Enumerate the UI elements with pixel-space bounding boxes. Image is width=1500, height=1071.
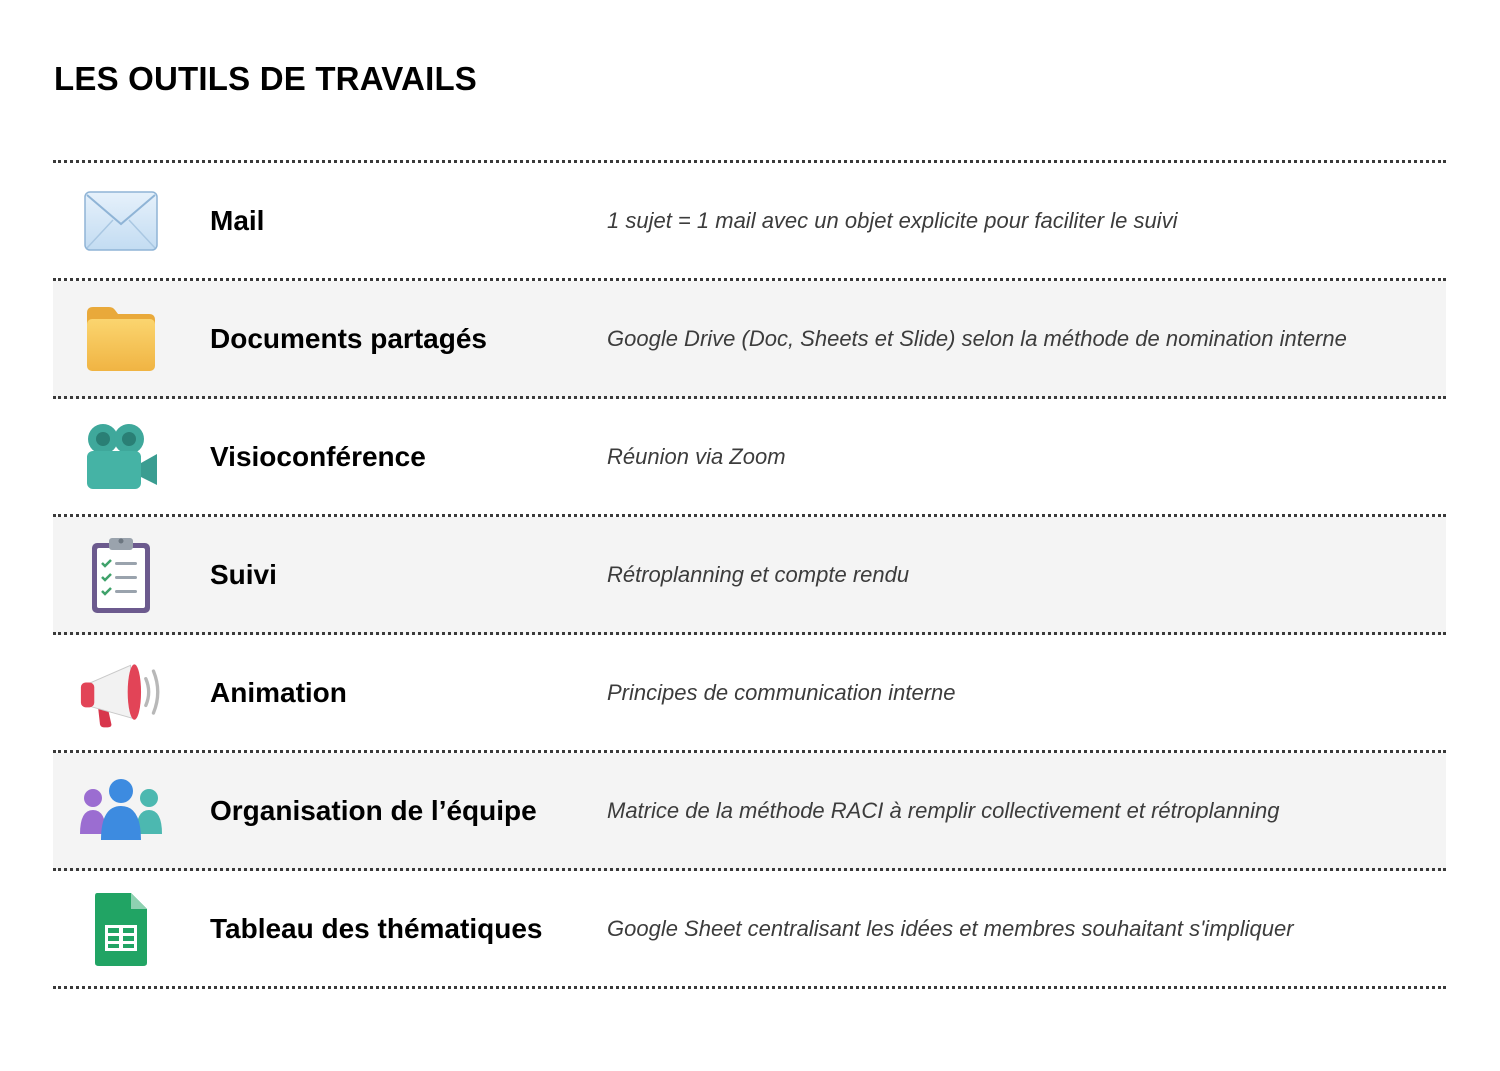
tool-description: Matrice de la méthode RACI à remplir collectivement et rétroplanning: [607, 797, 1280, 823]
tool-description: Google Sheet centralisant les idées et membres souhaitant s'impliquer: [607, 915, 1294, 941]
list-item: [53, 635, 1446, 753]
spreadsheet-icon: [79, 887, 163, 971]
tool-name: Tableau des thématiques: [210, 912, 543, 944]
folder-icon: [79, 297, 163, 381]
tool-description: Principes de communication interne: [607, 679, 956, 705]
tool-name: Suivi: [210, 558, 277, 590]
tool-name: Visioconférence: [210, 440, 426, 472]
tool-description: Réunion via Zoom: [607, 443, 786, 469]
list-item: [53, 163, 1446, 281]
tool-name: Mail: [210, 204, 265, 236]
clipboard-checklist-icon: [79, 533, 163, 617]
tool-description: Google Drive (Doc, Sheets et Slide) selon la méthode de nomination interne: [607, 325, 1347, 351]
list-item: [53, 399, 1446, 517]
tools-list: [53, 160, 1446, 989]
tool-name: Organisation de l’équipe: [210, 794, 537, 826]
page-title: LES OUTILS DE TRAVAILS: [54, 60, 478, 97]
megaphone-icon: [79, 651, 163, 735]
video-camera-icon: [79, 415, 163, 499]
tool-description: 1 sujet = 1 mail avec un objet explicite pour faciliter le suivi: [607, 207, 1178, 233]
list-item: [53, 753, 1446, 871]
envelope-icon: [79, 179, 163, 263]
list-item: [53, 281, 1446, 399]
tool-description: Rétroplanning et compte rendu: [607, 561, 910, 587]
tool-name: Animation: [210, 676, 347, 708]
tool-name: Documents partagés: [210, 322, 487, 354]
list-item: [53, 517, 1446, 635]
list-item: [53, 871, 1446, 989]
team-icon: [79, 769, 163, 853]
